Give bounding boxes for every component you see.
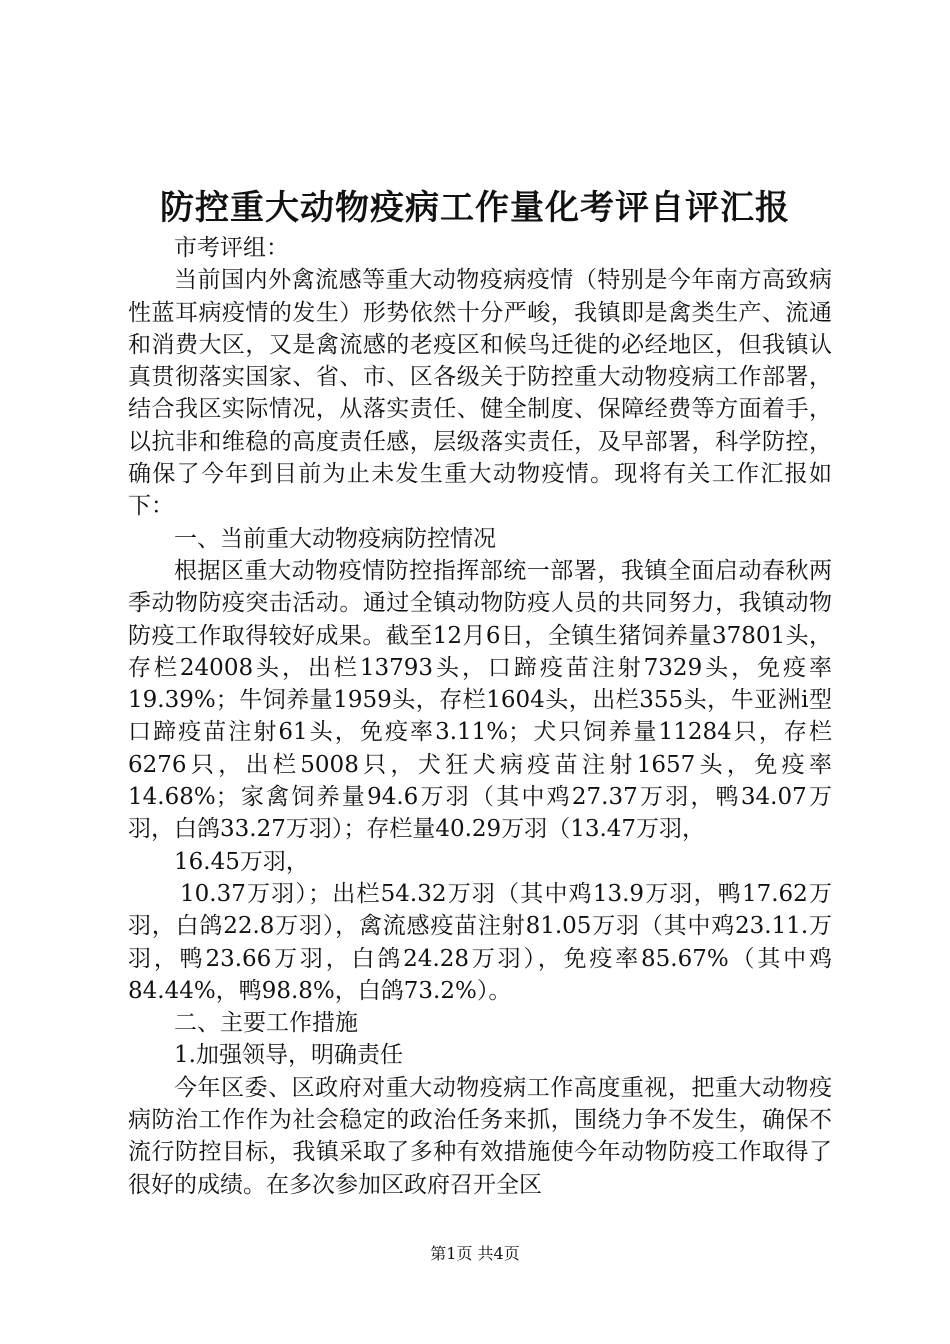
- document-title: 防控重大动物疫病工作量化考评自评汇报: [160, 188, 790, 228]
- paragraph-fragment: 16.45万羽，: [174, 848, 309, 875]
- section-heading-2: 二、主要工作措施: [174, 1010, 358, 1037]
- page-number: 第1页 共4页: [430, 1244, 520, 1263]
- paragraph-statistics: 根据区重大动物疫情防控指挥部统一部署，我镇全面启动春秋两季动物防疫突击活动。通过全镇动物防疫人员的共同努力，我镇动物防疫工作取得较好成果。截至12月6日，全镇生猪饲养量37801头，存栏24008头，出栏13793头，口蹄疫苗注射7329头，免疫率19.39%；牛饲养量1959头，存栏1604头，出栏355头，牛亚洲ⅰ型口蹄疫苗注射61头，免疫率3.11%；犬只饲养量11284只，存栏6276只，出栏5008只，犬狂犬病疫苗注射1657头，免疫率14.68%；家禽饲养量94.6万羽（其中鸡27.37万羽，鸭34.07万羽，白鸽33.27万羽）；存栏量40.29万羽（13.47万羽，: [128, 557, 832, 843]
- salutation: 市考评组：: [174, 235, 289, 261]
- document-body: [128, 232, 832, 1201]
- paragraph-leadership: 今年区委、区政府对重大动物疫病工作高度重视，把重大动物疫病防治工作作为社会稳定的政治任务来抓，围绕力争不发生，确保不流行防控目标，我镇采取了多种有效措施使今年动物防疫工作取得了很好的成绩。在多次参加区政府召开全区: [128, 1074, 832, 1198]
- paragraph-intro: 当前国内外禽流感等重大动物疫病疫情（特别是今年南方高致病性蓝耳病疫情的发生）形势依然十分严峻，我镇即是禽类生产、流通和消费大区，又是禽流感的老疫区和候鸟迁徙的必经地区，但我镇认真贯彻落实国家、省、市、区各级关于防控重大动物疫病工作部署，结合我区实际情况，从落实责任、健全制度、保障经费等方面着手，以抗非和维稳的高度责任感，层级落实责任，及早部署，科学防控，确保了今年到目前为止未发生重大动物疫情。现将有关工作汇报如下：: [128, 267, 832, 520]
- section-heading-1: 一、当前重大动物疫病防控情况: [174, 525, 496, 552]
- subsection-heading-1: 1.加强领导，明确责任: [174, 1042, 403, 1069]
- paragraph-statistics-continued: 10.37万羽）；出栏54.32万羽（其中鸡13.9万羽，鸭17.62万羽，白鸽22.8万羽），禽流感疫苗注射81.05万羽（其中鸡23.11.万羽，鸭23.66万羽，白鸽24.28万羽），免疫率85.67%（其中鸡84.44%，鸭98.8%，白鸽73.2%）。: [128, 880, 832, 1004]
